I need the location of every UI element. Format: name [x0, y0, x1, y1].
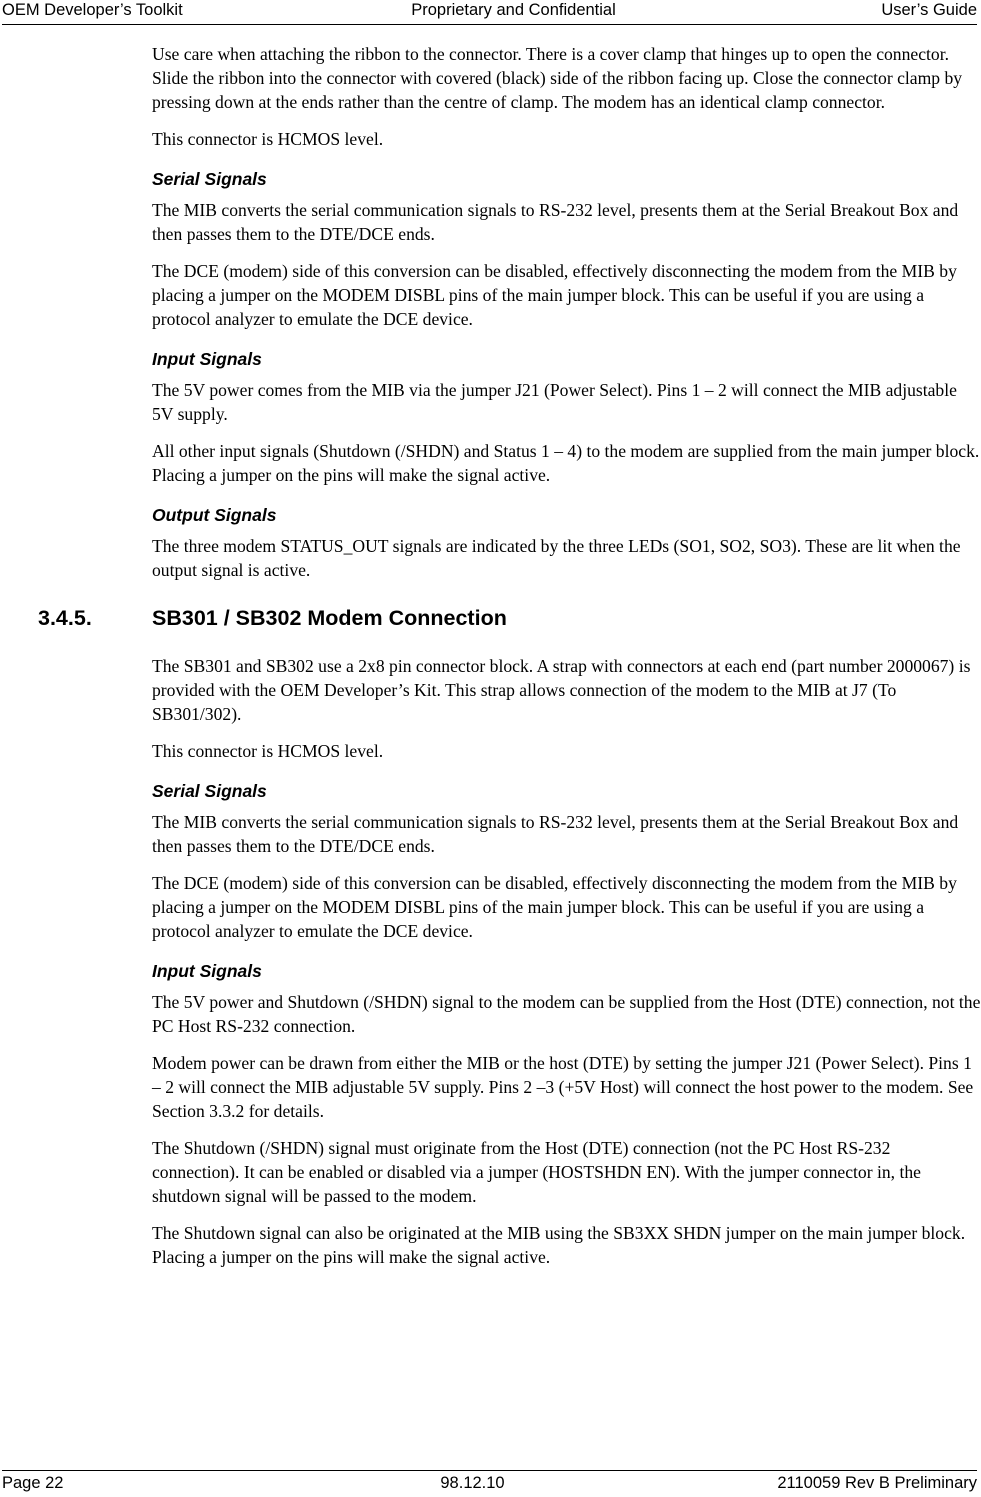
- paragraph: The 5V power comes from the MIB via the jumper J21 (Power Select). Pins 1 – 2 will connect the MIB adjustable 5V supply.: [152, 380, 957, 424]
- subheading-serial-signals: Serial Signals: [152, 781, 267, 801]
- paragraph: The three modem STATUS_OUT signals are indicated by the three LEDs (SO1, SO2, SO3). These are lit when the output signal is active.: [152, 536, 961, 580]
- paragraph: Use care when attaching the ribbon to the connector. There is a cover clamp that hinges up to open the connector. Slide the ribbon into the connector with covered (black) side of the ribbon facing up. Close the connector clamp by pressing down at the ends rather than the centre of clamp. The modem has an identical clamp connector.: [152, 44, 963, 112]
- paragraph: This connector is HCMOS level.: [152, 741, 384, 761]
- paragraph: Modem power can be drawn from either the MIB or the host (DTE) by setting the jumper J21 (Power Select). Pins 1 – 2 will connect the MIB adjustable 5V supply. Pins 2 –3 (+5V Host) will connect the host power to the modem. See Section 3.3.2 for details.: [152, 1053, 974, 1121]
- footer-date: 98.12.10: [440, 1474, 505, 1492]
- footer-document-id: 2110059 Rev B Preliminary: [777, 1474, 977, 1492]
- page-header: [2, 0, 977, 25]
- header-guide-title: User’s Guide: [881, 1, 977, 19]
- paragraph: This connector is HCMOS level.: [152, 129, 384, 149]
- paragraph: The MIB converts the serial communication signals to RS-232 level, presents them at the Serial Breakout Box and then passes them to the DTE/DCE ends.: [152, 200, 959, 244]
- paragraph: All other input signals (Shutdown (/SHDN) and Status 1 – 4) to the modem are supplied from the main jumper block. Placing a jumper on the pins will make the signal active.: [152, 441, 980, 485]
- page-footer: [2, 1470, 977, 1497]
- section-title: SB301 / SB302 Modem Connection: [152, 606, 507, 630]
- header-confidential: Proprietary and Confidential: [411, 1, 616, 19]
- paragraph: The SB301 and SB302 use a 2x8 pin connector block. A strap with connectors at each end (part number 2000067) is provided with the OEM Developer’s Kit. This strap allows connection of the modem to the MIB at J7 (To SB301/302).: [152, 656, 971, 724]
- footer-page-number: Page 22: [2, 1474, 64, 1492]
- paragraph: The Shutdown (/SHDN) signal must originate from the Host (DTE) connection (not the PC Host RS-232 connection). It can be enabled or disabled via a jumper (HOSTSHDN EN). With the jumper connector in, the shutdown signal will be passed to the modem.: [152, 1138, 921, 1206]
- paragraph: The Shutdown signal can also be originated at the MIB using the SB3XX SHDN jumper on the main jumper block. Placing a jumper on the pins will make the signal active.: [152, 1223, 966, 1267]
- header-toolkit-title: OEM Developer’s Toolkit: [2, 1, 183, 19]
- subheading-serial-signals: Serial Signals: [152, 169, 267, 189]
- paragraph: The MIB converts the serial communication signals to RS-232 level, presents them at the Serial Breakout Box and then passes them to the DTE/DCE ends.: [152, 812, 959, 856]
- subheading-input-signals: Input Signals: [152, 349, 262, 369]
- paragraph: The DCE (modem) side of this conversion can be disabled, effectively disconnecting the modem from the MIB by placing a jumper on the MODEM DISBL pins of the main jumper block. This can be useful if you are using a protocol analyzer to emulate the DCE device.: [152, 261, 957, 329]
- subheading-output-signals: Output Signals: [152, 505, 277, 525]
- section-heading: [38, 604, 981, 632]
- section-number: 3.4.5.: [38, 606, 92, 630]
- page-content: [38, 42, 981, 1282]
- subheading-input-signals: Input Signals: [152, 961, 262, 981]
- paragraph: The DCE (modem) side of this conversion can be disabled, effectively disconnecting the modem from the MIB by placing a jumper on the MODEM DISBL pins of the main jumper block. This can be useful if you are using a protocol analyzer to emulate the DCE device.: [152, 873, 957, 941]
- paragraph: The 5V power and Shutdown (/SHDN) signal to the modem can be supplied from the Host (DTE) connection, not the PC Host RS-232 connection.: [152, 992, 981, 1036]
